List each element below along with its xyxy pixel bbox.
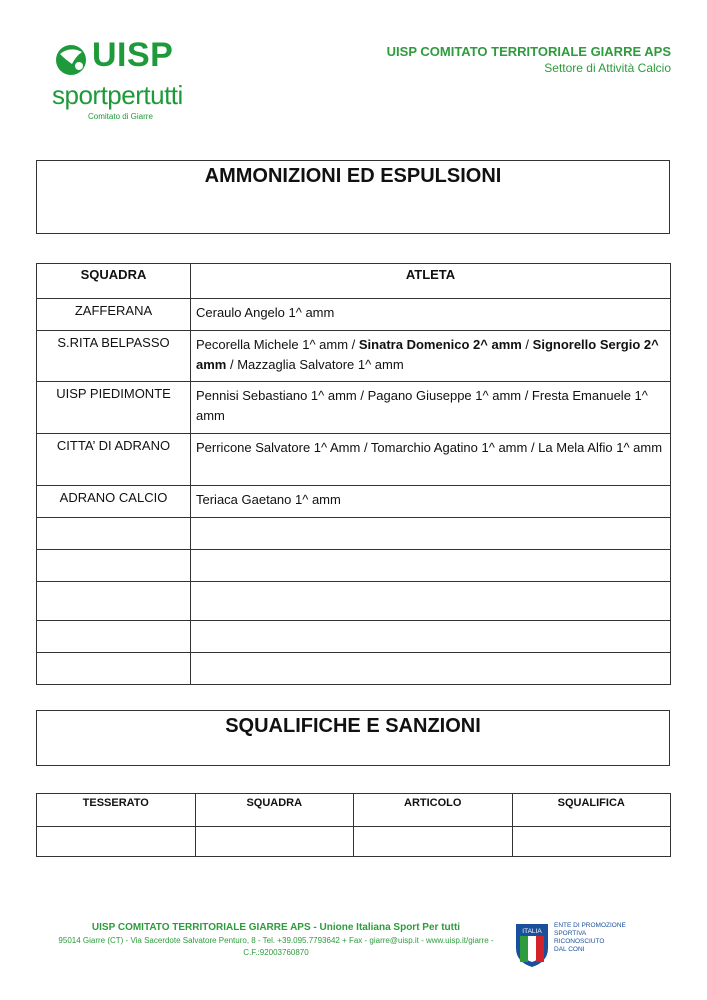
table-row: [37, 653, 671, 685]
athlete-text: Teriaca Gaetano 1^ amm: [196, 492, 341, 507]
footer: [36, 922, 516, 959]
footer-tax-code: C.F.:92003760870: [243, 948, 309, 957]
team-cell: ZAFFERANA: [37, 299, 191, 331]
table-row: [37, 434, 671, 486]
table-cell: [354, 827, 513, 857]
column-header-article: ARTICOLO: [354, 794, 513, 827]
footer-address: [36, 935, 516, 959]
cautions-table: [36, 263, 671, 685]
table-cell: [195, 827, 354, 857]
section-title: AMMONIZIONI ED ESPULSIONI: [204, 165, 502, 187]
column-header-suspension: SQUALIFICA: [512, 794, 671, 827]
table-row: [37, 827, 671, 857]
table-header-row: [37, 794, 671, 827]
italia-shield-icon: [514, 922, 550, 968]
table-cell: [512, 827, 671, 857]
coni-text-line: RICONOSCIUTO: [554, 938, 605, 945]
column-header-team: SQUADRA: [195, 794, 354, 827]
team-cell: ADRANO CALCIO: [37, 486, 191, 518]
team-cell: CITTA’ DI ADRANO: [37, 434, 191, 486]
athlete-text: Perricone Salvatore 1^ Amm / Tomarchio Agatino 1^ amm / La Mela Alfio 1^ amm: [196, 440, 663, 455]
coni-text-line: DAL CONI: [554, 946, 585, 953]
column-header-member: TESSERATO: [37, 794, 196, 827]
athlete-text: /: [521, 337, 533, 352]
table-cell: [191, 550, 671, 582]
table-cell: [191, 582, 671, 621]
section-title: SQUALIFICHE E SANZIONI: [225, 715, 481, 737]
org-header: [387, 44, 671, 75]
logo-text: UISP: [92, 36, 174, 74]
team-cell: UISP PIEDIMONTE: [37, 382, 191, 434]
athlete-second-caution: Sinatra Domenico 2^ amm: [358, 337, 522, 352]
athlete-text: Ceraulo Angelo 1^ amm: [196, 305, 335, 320]
table-cell: [191, 621, 671, 653]
column-header-athlete: ATLETA: [191, 264, 671, 299]
athlete-cell: [191, 331, 671, 382]
table-cell: [37, 621, 191, 653]
athlete-second-caution: Signorello Sergio 2^ amm: [196, 337, 659, 372]
org-subtitle: Settore di Attività Calcio: [544, 61, 671, 75]
table-cell: [37, 582, 191, 621]
athlete-cell: [191, 299, 671, 331]
table-row: [37, 486, 671, 518]
coni-text: [554, 922, 634, 954]
column-header-team: SQUADRA: [37, 264, 191, 299]
team-cell: S.RITA BELPASSO: [37, 331, 191, 382]
table-row: [37, 299, 671, 331]
table-row: [37, 518, 671, 550]
table-cell: [37, 550, 191, 582]
table-cell: [37, 827, 196, 857]
table-cell: [191, 518, 671, 550]
athlete-text: Pennisi Sebastiano 1^ amm / Pagano Giuseppe 1^ amm / Fresta Emanuele 1^ amm: [196, 388, 648, 423]
athlete-cell: [191, 486, 671, 518]
table-row: [37, 382, 671, 434]
athlete-text: Pecorella Michele 1^ amm /: [196, 337, 359, 352]
table-row: [37, 621, 671, 653]
coni-badge-text: ITALIA: [522, 928, 542, 935]
coni-text-line: SPORTIVA: [554, 930, 587, 937]
section-title-box: [36, 160, 670, 234]
coni-text-line: ENTE DI PROMOZIONE: [554, 922, 626, 929]
table-cell: [191, 653, 671, 685]
footer-org-line: UISP COMITATO TERRITORIALE GIARRE APS - Unione Italiana Sport Per tutti: [91, 922, 461, 933]
logo-tagline: sportpertutti: [52, 80, 183, 110]
uisp-logo: [52, 36, 202, 124]
table-cell: [37, 518, 191, 550]
athlete-text: / Mazzaglia Salvatore 1^ amm: [226, 357, 404, 372]
logo-subtitle: Comitato di Giarre: [88, 112, 153, 121]
org-title: UISP COMITATO TERRITORIALE GIARRE APS: [386, 44, 671, 59]
coni-logo: [514, 922, 634, 970]
suspensions-table: [36, 793, 671, 857]
footer-address-line: 95014 Giarre (CT) - Via Sacerdote Salvatore Penturo, 8 - Tel. +39.095.7793642 + Fax - giarre@uisp.it - www.uisp.it/giarre -: [58, 936, 494, 945]
table-cell: [37, 653, 191, 685]
table-row: [37, 331, 671, 382]
table-row: [37, 550, 671, 582]
section-title-box: [36, 710, 670, 766]
athlete-cell: [191, 382, 671, 434]
table-row: [37, 582, 671, 621]
uisp-emblem-icon: [52, 42, 92, 76]
table-header-row: [37, 264, 671, 299]
athlete-cell: [191, 434, 671, 486]
